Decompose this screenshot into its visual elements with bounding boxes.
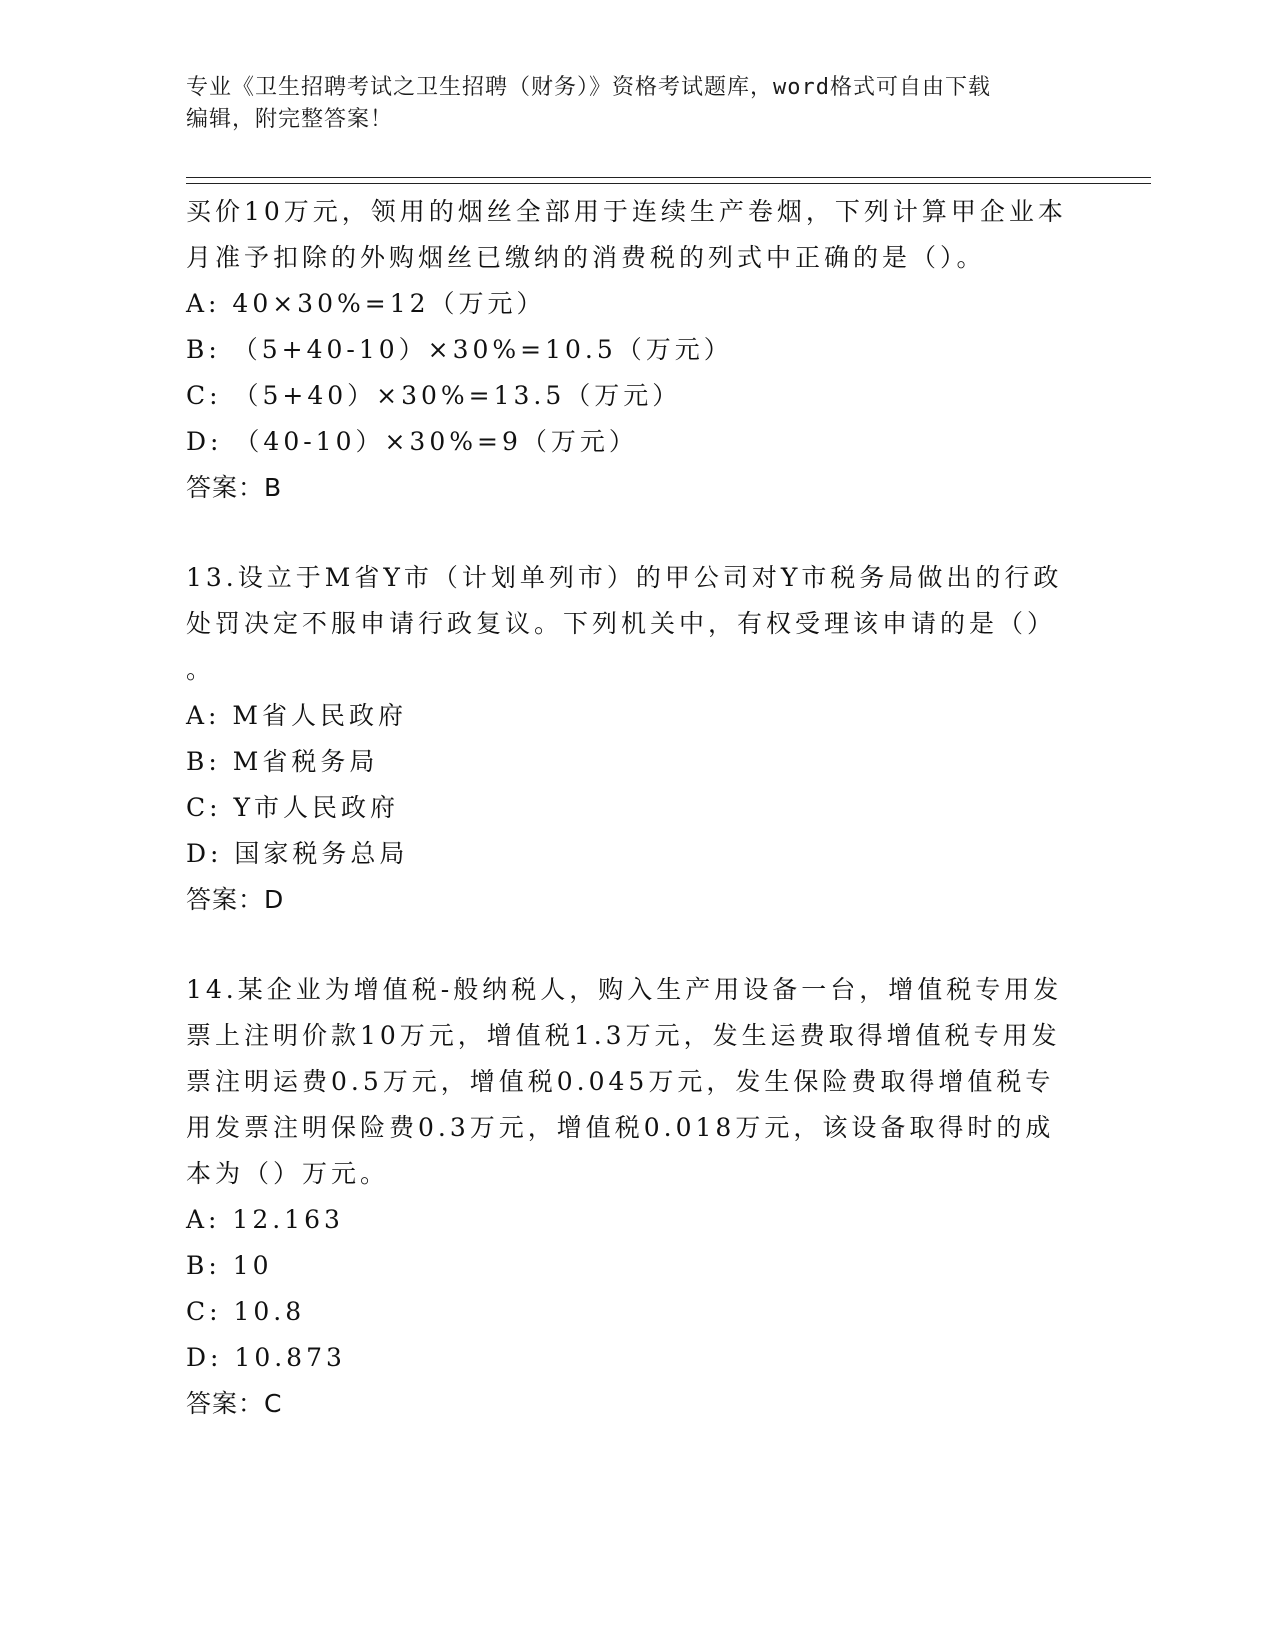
option-b: B: M省税务局 — [186, 747, 379, 776]
question-13 — [186, 555, 1066, 923]
option-a: A: 12.163 — [186, 1205, 344, 1234]
option-b: B: 10 — [186, 1251, 273, 1280]
question-stem-line: 票上注明价款10万元，增值税1.3万元，发生运费取得增值税专用发 — [186, 1021, 1061, 1050]
question-content — [186, 189, 1066, 1427]
question-stem-line: 14.某企业为增值税-般纳税人，购入生产用设备一台，增值税专用发 — [186, 975, 1063, 1004]
question-spacer — [186, 511, 1066, 555]
question-stem-line: 本为（）万元。 — [186, 1159, 390, 1188]
option-c: C: 10.8 — [186, 1297, 306, 1326]
document-header — [186, 72, 1066, 136]
question-12 — [186, 189, 1066, 511]
question-stem-line: 票注明运费0.5万元，增值税0.045万元，发生保险费取得增值税专 — [186, 1067, 1055, 1096]
option-d: D: 国家税务总局 — [186, 839, 409, 868]
option-d: D: （40-10）×30%=9（万元） — [186, 427, 638, 456]
option-a: A: 40×30%=12（万元） — [186, 289, 546, 318]
header-line-2: 编辑，附完整答案！ — [186, 107, 394, 132]
question-stem-line: 月准予扣除的外购烟丝已缴纳的消费税的列式中正确的是（）。 — [186, 243, 986, 272]
answer-line: 答案：D — [186, 885, 285, 914]
question-stem-line: 处罚决定不服申请行政复议。下列机关中，有权受理该申请的是（） — [186, 609, 1057, 638]
header-rule-bottom — [186, 183, 1151, 184]
option-d: D: 10.873 — [186, 1343, 346, 1372]
question-stem-line: 。 — [186, 655, 216, 684]
header-line-1: 专业《卫生招聘考试之卫生招聘（财务）》资格考试题库，word格式可自由下载 — [186, 75, 991, 100]
option-c: C: Y市人民政府 — [186, 793, 400, 822]
answer-line: 答案：C — [186, 1389, 283, 1418]
question-stem-line: 13.设立于M省Y市（计划单列市）的甲公司对Y市税务局做出的行政 — [186, 563, 1063, 592]
option-b: B: （5+40-10）×30%=10.5（万元） — [186, 335, 733, 364]
question-14 — [186, 967, 1066, 1427]
question-stem-line: 用发票注明保险费0.3万元，增值税0.018万元，该设备取得时的成 — [186, 1113, 1055, 1142]
question-stem-line: 买价10万元，领用的烟丝全部用于连续生产卷烟，下列计算甲企业本 — [186, 197, 1067, 226]
answer-line: 答案：B — [186, 473, 283, 502]
header-rule-top — [186, 177, 1151, 178]
option-a: A: M省人民政府 — [186, 701, 408, 730]
option-c: C: （5+40）×30%=13.5（万元） — [186, 381, 682, 410]
question-spacer — [186, 923, 1066, 967]
